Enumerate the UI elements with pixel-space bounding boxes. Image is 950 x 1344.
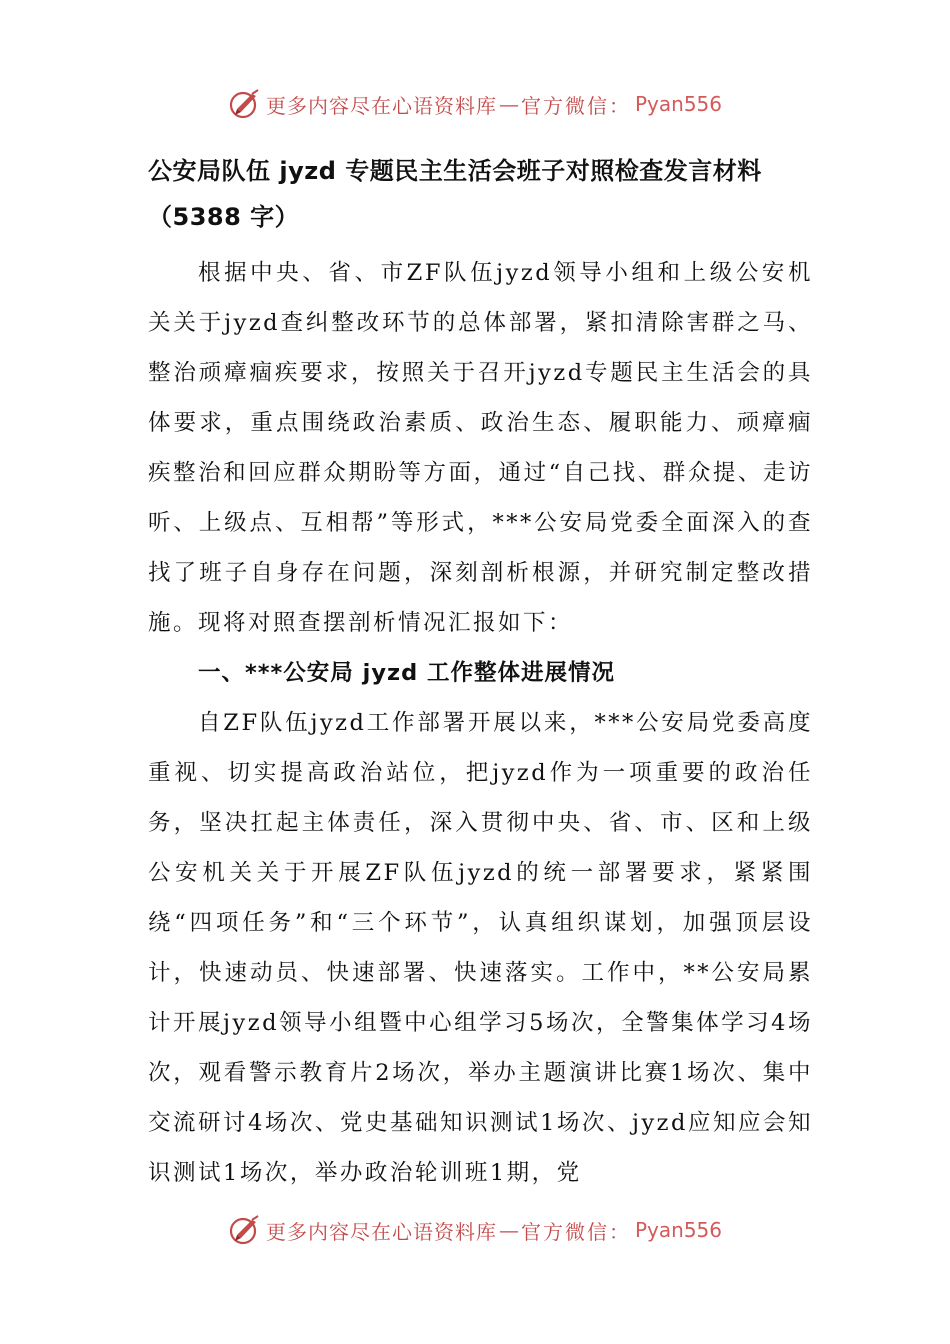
document-title: 公安局队伍 jyzd 专题民主生活会班子对照检查发言材料（5388 字） [148,157,762,231]
section-1-paragraph: 自ZF队伍jyzd工作部署开展以来，***公安局党委高度重视、切实提高政治站位，把jyzd作为一项重要的政治任务，坚决扛起主体责任，深入贯彻中央、省、市、区和上级公安机关关于开展ZF队伍jyzd的统一部署要求，紧紧围绕“四项任务”和“三个环节”，认真组织谋划，加强顶层设计，快速动员、快速部署、快速落实。工作中，**公安局累计开展jyzd领导小组暨中心组学习5场次，全警集体学习4场次，观看警示教育片2场次，举办主题演讲比赛1场次、集中交流研讨4场次、党史基础知识测试1场次、jyzd应知应会知识测试1场次，举办政治轮训班1期，党 [148,710,813,1186]
watermark-banner-bottom [0,1210,950,1250]
watermark-separator: — [498,1218,519,1242]
pen-logo-icon [228,87,262,121]
document-body [148,148,813,1198]
watermark-label: 官方微信： [520,1219,631,1244]
watermark-id: Pyan556 [634,1218,722,1242]
watermark-banner-top [0,84,950,124]
pen-logo-icon [228,1213,262,1247]
section-heading-1: 一、***公安局 jyzd 工作整体进展情况 [198,660,616,686]
watermark-label: 官方微信： [520,93,631,118]
watermark-id: Pyan556 [634,92,722,116]
watermark-text: 更多内容尽在心语资料库 [265,1219,497,1244]
intro-paragraph: 根据中央、省、市ZF队伍jyzd领导小组和上级公安机关关于jyzd查纠整改环节的总体部署，紧扣清除害群之马、整治顽瘴痼疾要求，按照关于召开jyzd专题民主生活会的具体要求，重点围绕政治素质、政治生态、履职能力、顽瘴痼疾整治和回应群众期盼等方面，通过“自己找、群众提、走访听、上级点、互相帮”等形式，***公安局党委全面深入的查找了班子自身存在问题，深刻剖析根源，并研究制定整改措施。现将对照查摆剖析情况汇报如下： [148,260,813,636]
watermark-separator: — [498,92,519,116]
watermark-text: 更多内容尽在心语资料库 [265,93,497,118]
